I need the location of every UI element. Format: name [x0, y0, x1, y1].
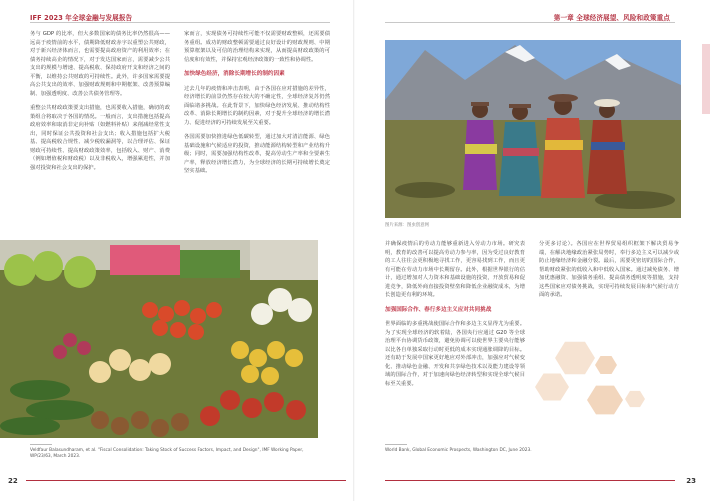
- paragraph: 世界面临的多重挑战使国际合作和多边主义显得尤为重要。为了实现全球经济的软着陆，各国央行应通过 G20 等全球治理平台协调货币政策，避免协调可以使世界主要央行能够以比各自单独采取行动时更低的成本实现通胀调降的目标。还有助于发展中国家更好地应对外部冲击，加强应对气候变化、推动绿色金融、开发和共享绿色技术以及能力建设等领域的国际合作，对于加速向绿色经济转型和实现全球气候目标至关重要。: [385, 321, 525, 387]
- market-vegetables-photo: [0, 240, 318, 438]
- right-column-1: [385, 240, 525, 394]
- footnote-rule: [385, 444, 407, 445]
- paragraph: 分更多讨论）。各国应在世界贸易组织框架下解决贸易争端，在解决地缘政治紧张局势时，奉行多边主义可以减少或防止地缘经济和金融分裂。最后，需要更密切的国际合作，帮助财政紧张的低收入和中低收入国家。通过减免债务、增加优惠融资、加强债务重组、提高债务透明度等措施，支持这些国家应对债务挑战，实现可持续发展目标和气候行动方面的承诺。: [539, 241, 679, 298]
- photo-credit: 图片来源：图虫创意网: [385, 223, 429, 228]
- paragraph: 家而言，实现债务可持续性可能不仅需要财政整顿，还需要债务重组。成功的财政整顿需要通过良好设计的财政规则、中期预算框架以及可信的治理结构来实现，从而提高财政政策的可信度和有效性，并保持宏观经济政策的一致性和协调性。: [184, 31, 330, 63]
- paragraph: 务与 GDP 的比率，但大多数国家的债务比率仍然很高——远高于疫情前的水平，债期降低财政赤字以重塑公共财政，对于新兴经济体而言，也需要提高政府资产的利用效率；在债务持续高企的情况下，对于发达国家而言，需要减少公共支出的规模与增速、提高税收、保持政府开支和经济之间的平衡，以维持公共财政的可持续性。此外，许多国家需要提高公共支出的效率、加强财政规则和中期框架、改善预算编制、加强透明度、改善公共债务管理等。: [30, 31, 170, 97]
- decorative-hexagon: [555, 340, 595, 376]
- right-page: [355, 0, 710, 501]
- decorative-hexagon: [595, 355, 617, 375]
- paragraph: 过去几年的疫情和冲击表明，由于各国在应对措施的差异性，经济增长的前景仍然存在较大的不确定性，全球经济复苏仍然面临诸多挑战。在此背景下，加快绿色经济发展、推动结构性改革、消除长期增长的制约因素，对于提升全球经济的增长潜力、促进经济的可持续发展至关重要。: [184, 85, 330, 126]
- section-subheading: 加强国际合作、春行多边主义应对共同挑战: [385, 306, 492, 313]
- page-number: 23: [686, 477, 696, 485]
- andes-illustration: [385, 40, 681, 218]
- header-rule: [30, 22, 330, 23]
- paragraph: 并确保疫情后的劳动力能够重新进入劳动力市场。研究表明，教育的改善可以提高劳动力参与率，因为受过良好教育的工人往往会更积极地寻找工作，更容易找到工作，而且更有可能在劳动力市场中长期留存。此外，根据世界银行的估计，通过增加对人力资本和基础设施的投资，开放贸易和促进竞争，降低外商直接投资壁垒和降低企业融资成本，为增长创造更有利的环境。: [385, 241, 525, 298]
- chapter-tab: [702, 44, 710, 114]
- page-number-rule: [385, 480, 675, 481]
- footnote-rule: [30, 444, 52, 445]
- page-number: 22: [8, 477, 18, 485]
- left-column-2: [184, 30, 330, 182]
- right-column-2: [539, 240, 679, 306]
- section-subheading: 加快绿色经济，消除长期增长的制约因素: [184, 71, 285, 77]
- decorative-hexagon: [587, 384, 623, 416]
- andean-women-photo: [385, 40, 681, 218]
- header-rule: [385, 22, 675, 23]
- report-header: IFF 2023 年全球金融与发展报告: [30, 14, 133, 22]
- paragraph: 各国需要加快推进绿色低碳转型，通过加大对清洁能源、绿色基础设施和气候适应的投资，推动能源结构转型和产业结构升级；同时，需要加强结构性改革，提高劳动生产率和全要素生产率，释放经济增长潜力，为全球经济的长期可持续增长奠定坚实基础。: [184, 134, 330, 174]
- decorative-hexagon: [535, 372, 569, 402]
- vegetables-illustration: [0, 240, 318, 438]
- chapter-header: 第一章 全球经济展望、风险和政策重点: [553, 14, 670, 22]
- decorative-hexagon: [625, 390, 645, 408]
- page-number-rule: [26, 480, 346, 481]
- left-column-1: [30, 30, 170, 178]
- paragraph: 重整公共财政政策要支出措施，也需要收入措施，确切的政策组合将取决于各国的情况。一般而言，支出措施包括提高政府效率和取消非定向补贴（如燃料补贴）来削减经常性支出，同时保证公共投资和社会支出；收入措施包括扩大税基、提高税收合规性、减少税收漏洞等，以合理评估、保证财政可持续性、提高财政政策效率，包括收入、财产、消费（例如增值税和财政税）以及非税收入，增强累进性，并加强对投资和社会支出的保护。: [30, 105, 170, 171]
- footnote: Veldfaur Balasundharam, et al. "Fiscal Consolidation: Taking Stock of Success Factors, Impact, and Design", IMF Working Paper, WP/23/63, March 2023.: [30, 448, 304, 459]
- footnote: World Bank, Global Economic Prospects, Washington DC, June 2023.: [385, 448, 532, 453]
